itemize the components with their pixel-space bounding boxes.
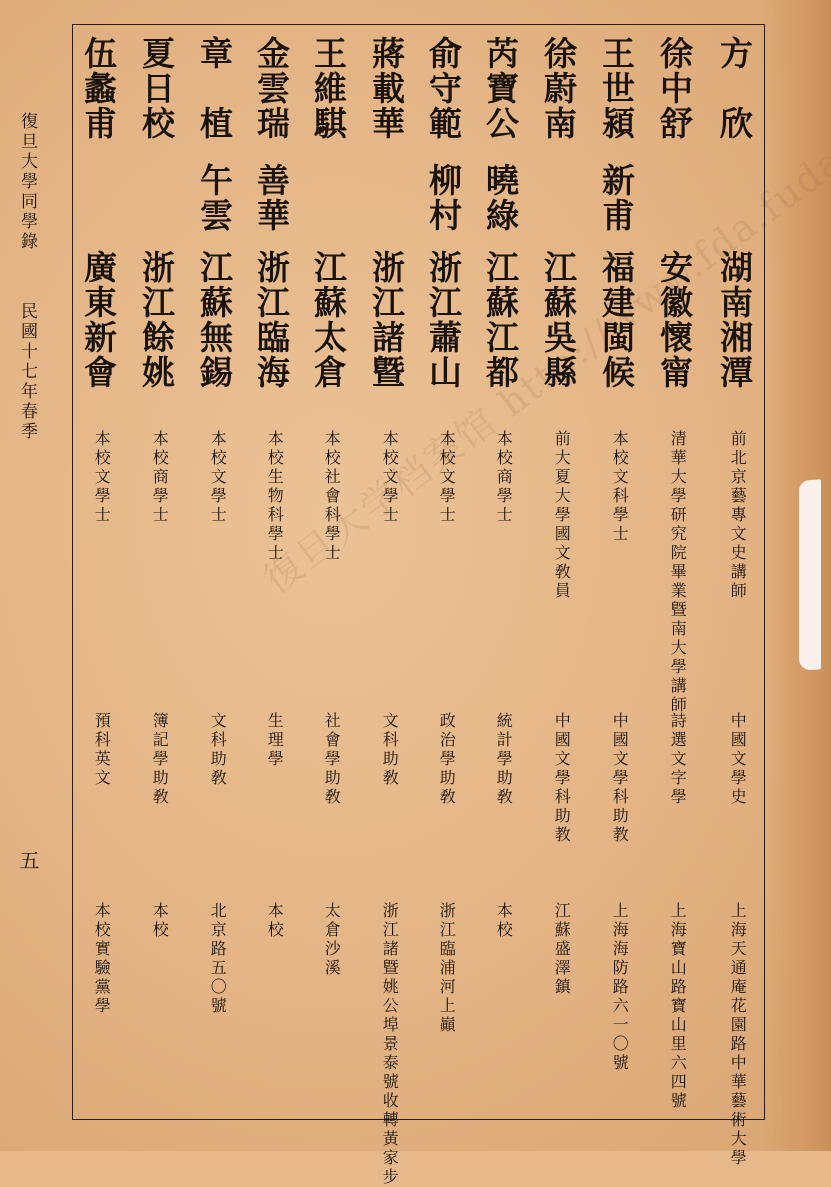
page-frame xyxy=(72,24,765,1120)
entry-background: 本校生物科學士 xyxy=(265,430,285,563)
paper-tear xyxy=(799,479,821,671)
entry-subject: 預科英文 xyxy=(92,712,112,788)
entry-background: 本校文科學士 xyxy=(610,430,630,544)
entry-name: 芮寶公 xyxy=(481,36,520,141)
entry-name: 徐蔚南 xyxy=(539,36,578,141)
entry-hometown: 浙江臨海 xyxy=(252,250,291,390)
entry-subject: 文科助敎 xyxy=(208,712,228,788)
entry-subject: 政治學助敎 xyxy=(437,712,457,807)
entry-subject: 中國文學史 xyxy=(728,712,748,807)
entry-background: 本校社會科學士 xyxy=(322,430,342,563)
entry-hometown: 浙江餘姚 xyxy=(137,250,176,390)
entry-name: 王世潁 xyxy=(597,36,636,141)
entry-hometown: 浙江諸曁 xyxy=(367,250,406,390)
entry-name: 蔣載華 xyxy=(367,36,406,141)
entry-name: 章 植 xyxy=(195,36,234,141)
entry-address: 太倉沙溪 xyxy=(322,902,342,978)
page-number: 五 xyxy=(16,850,40,873)
entry-address: 本校 xyxy=(265,902,285,940)
entry-subject: 統計學助敎 xyxy=(494,712,514,807)
entry-hometown: 江蘇太倉 xyxy=(309,250,348,390)
entry-hometown: 福建閩候 xyxy=(597,250,636,390)
entry-alt-name: 曉綠 xyxy=(481,163,520,233)
entry-name: 俞守範 xyxy=(424,36,463,141)
book-title: 復旦大學同學錄 xyxy=(17,112,37,252)
entry-address: 上海寶山路寶山里六四號 xyxy=(668,902,688,1111)
entry-background: 清華大學研究院畢業曁南大學講師 xyxy=(668,430,688,715)
entry-hometown: 廣東新會 xyxy=(79,250,118,390)
entry-hometown: 浙江蕭山 xyxy=(424,250,463,390)
entry-name: 王維騏 xyxy=(309,36,348,141)
entry-name: 夏日校 xyxy=(137,36,176,141)
entry-background: 本校商學士 xyxy=(150,430,170,525)
entry-background: 本校文學士 xyxy=(437,430,457,525)
entry-background: 本校文學士 xyxy=(92,430,112,525)
entry-hometown: 江蘇吳縣 xyxy=(539,250,578,390)
entry-address: 本校 xyxy=(150,902,170,940)
entry-subject: 簿記學助敎 xyxy=(150,712,170,807)
entry-alt-name: 柳村 xyxy=(424,163,463,233)
entry-hometown: 湖南湘潭 xyxy=(715,250,754,390)
entry-hometown: 江蘇江都 xyxy=(481,250,520,390)
entry-address: 江蘇盛澤鎮 xyxy=(552,902,572,997)
entry-name: 金雲瑞 xyxy=(252,36,291,141)
entry-name: 方 欣 xyxy=(715,36,754,141)
entry-background: 前大夏大學國文敎員 xyxy=(552,430,572,601)
entry-background: 本校文學士 xyxy=(380,430,400,525)
entry-name: 伍蠡甫 xyxy=(79,36,118,141)
entry-hometown: 安徽懷甯 xyxy=(655,250,694,390)
entry-background: 前北京藝專文史講師 xyxy=(728,430,748,601)
entry-subject: 生理學 xyxy=(265,712,285,769)
entry-address: 上海天通庵花園路中華藝術大學 xyxy=(728,902,748,1168)
entry-hometown: 江蘇無錫 xyxy=(195,250,234,390)
entry-subject: 文科助敎 xyxy=(380,712,400,788)
entry-subject: 中國文學科助教 xyxy=(610,712,630,845)
entry-address: 北京路五〇號 xyxy=(208,902,228,1016)
entry-background: 本校商學士 xyxy=(494,430,514,525)
entry-background: 本校文學士 xyxy=(208,430,228,525)
edition-label: 民國十七年春季 xyxy=(17,302,37,442)
entry-alt-name: 新甫 xyxy=(597,163,636,233)
entry-alt-name: 善華 xyxy=(252,163,291,233)
entry-address: 本校 xyxy=(494,902,514,940)
entry-name: 徐中舒 xyxy=(655,36,694,141)
entry-address: 本校實驗黨學 xyxy=(92,902,112,1016)
entry-address: 上海海防路六一〇號 xyxy=(610,902,630,1073)
entry-subject: 詩選文字學 xyxy=(668,712,688,807)
entry-alt-name: 午雲 xyxy=(195,163,234,233)
entry-address: 浙江臨浦河上巓 xyxy=(437,902,457,1035)
entry-subject: 中國文學科助教 xyxy=(552,712,572,845)
entry-subject: 社會學助敎 xyxy=(322,712,342,807)
entry-address: 浙江諸曁姚公埠景泰號收轉黃家步 xyxy=(380,902,400,1187)
